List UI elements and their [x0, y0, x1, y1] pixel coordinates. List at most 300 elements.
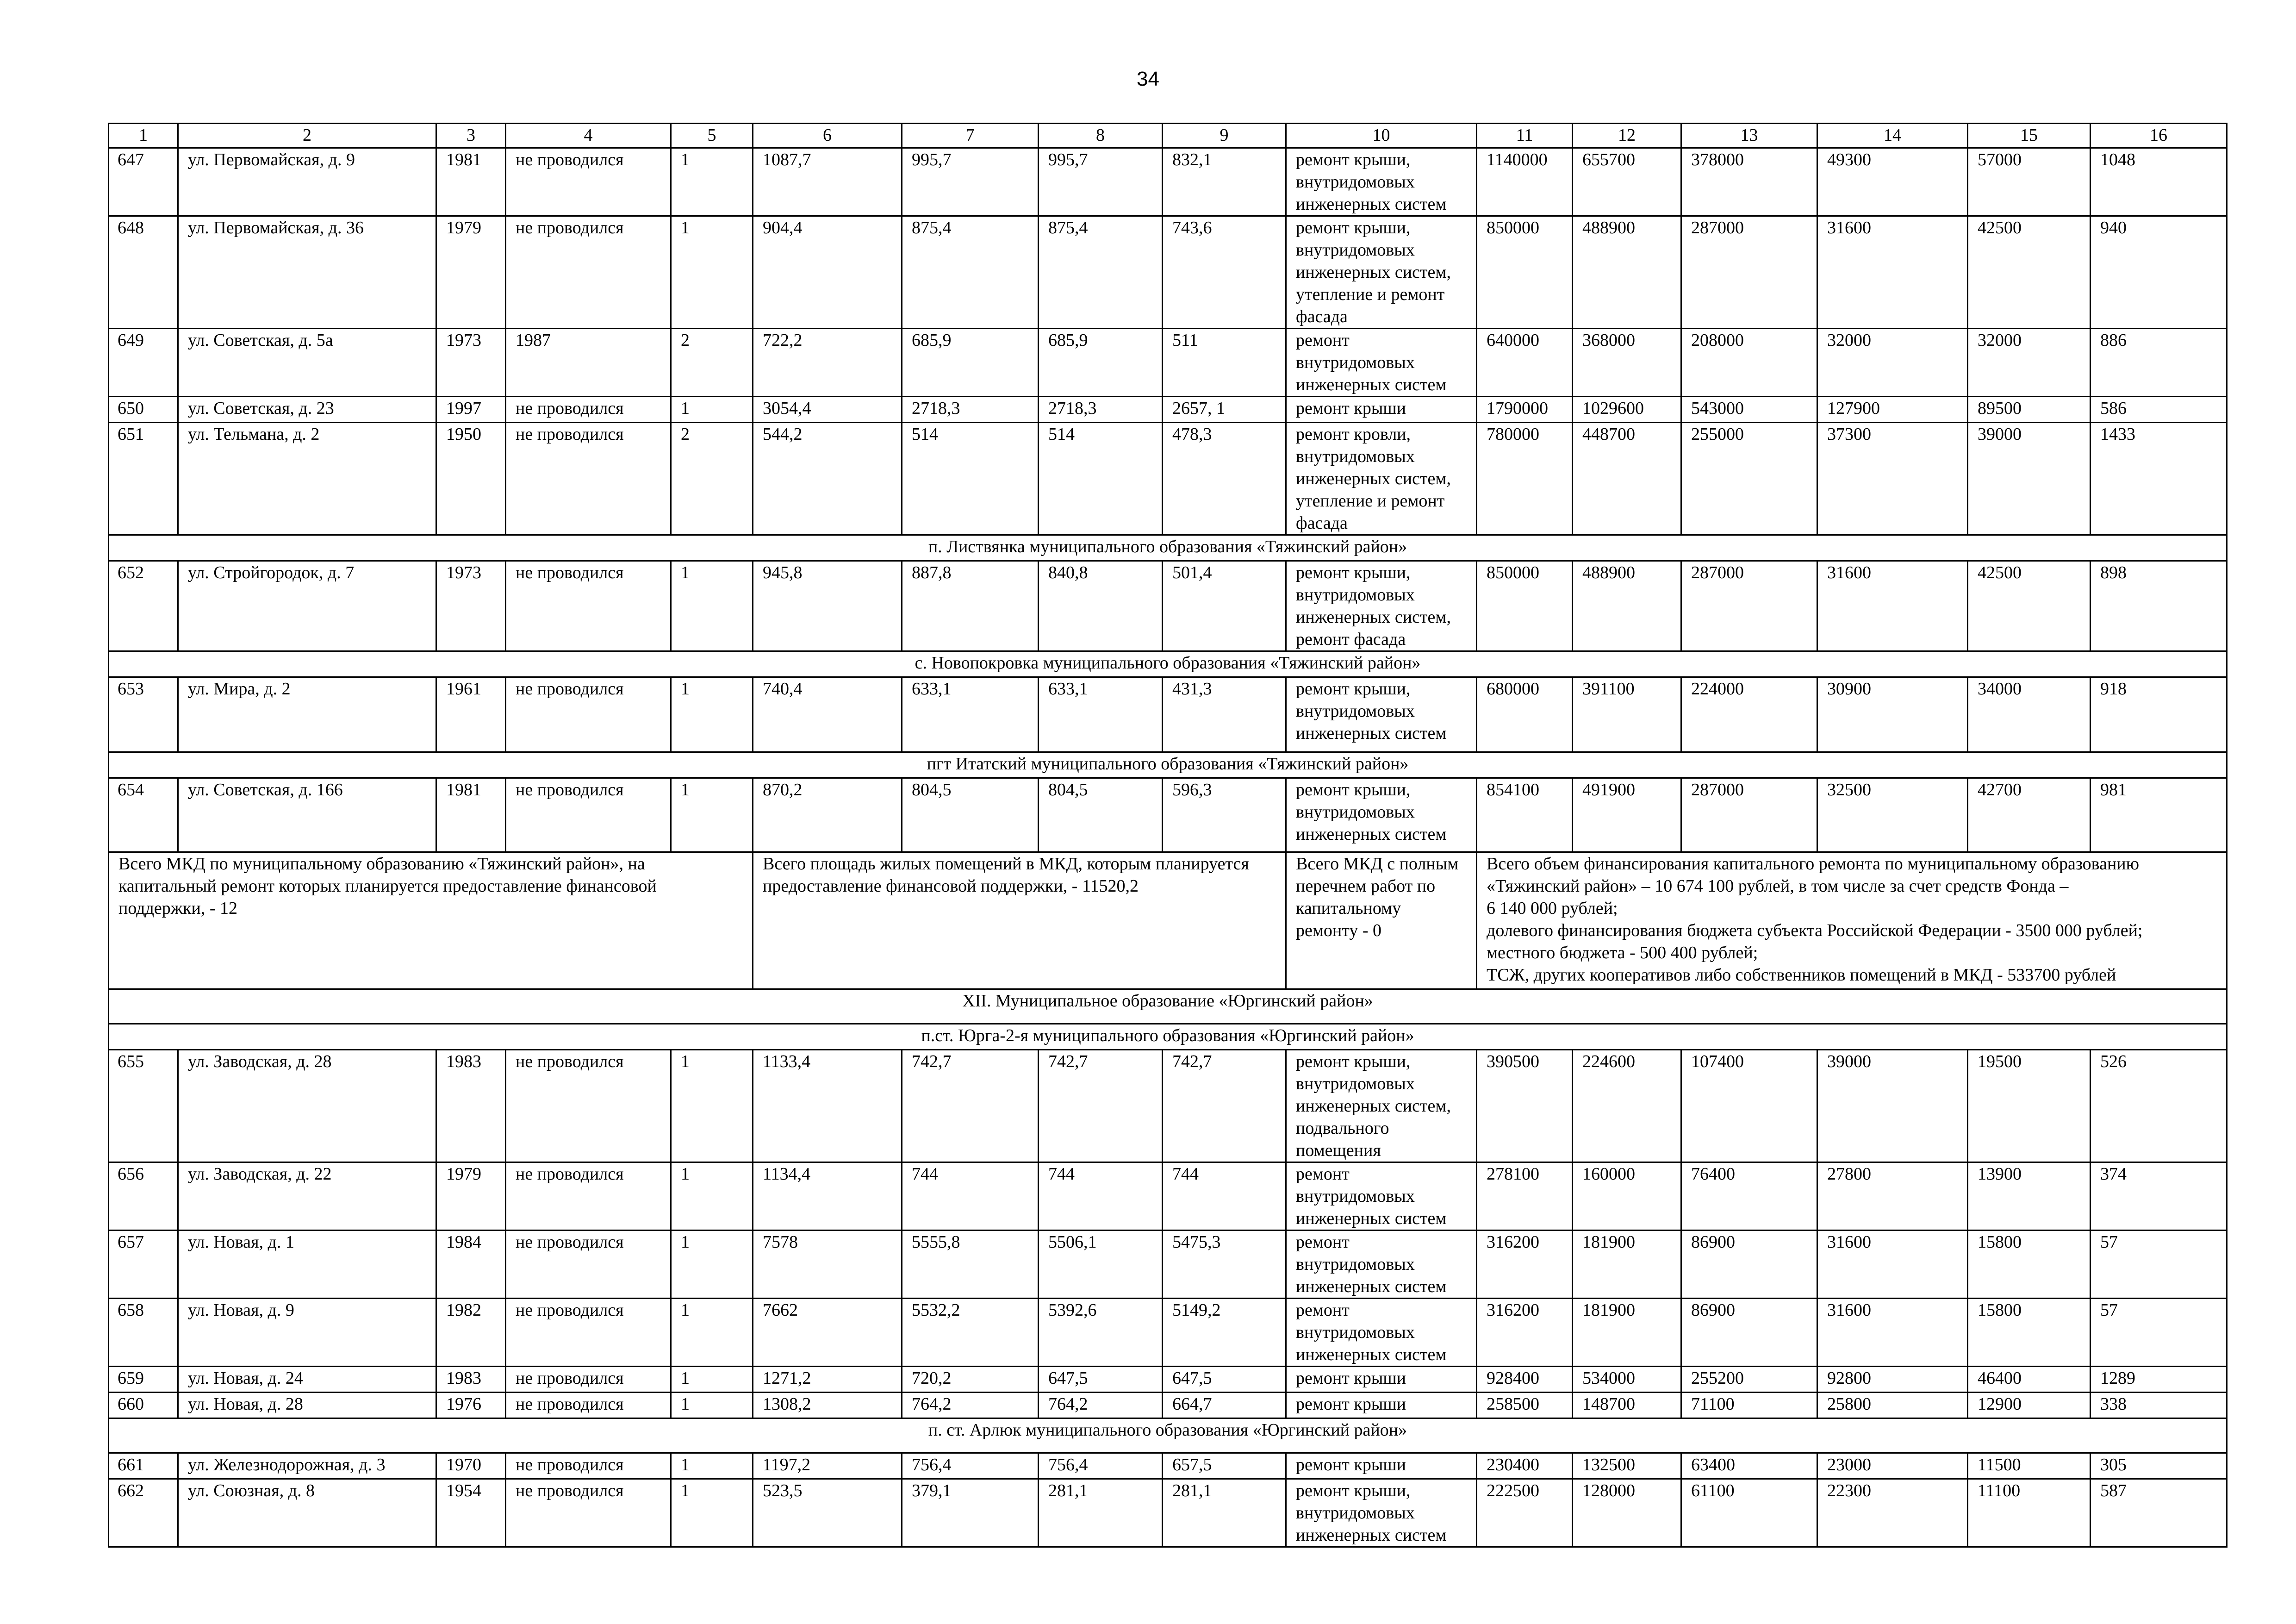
financing-line: ТСЖ, других кооперативов либо собственников помещений в МКД - 533700 рублей	[1487, 965, 2116, 985]
summary-total-mkd: Всего МКД по муниципальному образованию «Тяжинский район», на капитальный ремонт которых планируется предоставление финансовой поддержки, - 12	[109, 852, 753, 989]
row-number-cell: 662	[109, 1479, 178, 1547]
row-number-cell: 651	[109, 423, 178, 535]
column-number-cell: 14	[1817, 124, 1968, 148]
total-cost-cell: 278100	[1477, 1162, 1573, 1230]
living-area-cell: 744	[902, 1162, 1039, 1230]
column-number-cell: 8	[1039, 124, 1163, 148]
residents-area-cell: 511	[1163, 329, 1286, 397]
column-number-cell: 16	[2091, 124, 2227, 148]
capital-repair-table	[108, 123, 2228, 1548]
residents-area-cell: 832,1	[1163, 148, 1286, 216]
owners-cost-cell: 15800	[1968, 1230, 2091, 1299]
living-area-cell: 514	[902, 423, 1039, 535]
row-number-cell: 660	[109, 1393, 178, 1418]
owners-cost-cell: 19500	[1968, 1050, 2091, 1162]
last-repair-year-cell: 1987	[506, 329, 671, 397]
year-built-cell: 1961	[436, 677, 506, 752]
regional-cost-cell: 71100	[1681, 1393, 1817, 1418]
column-number-cell: 9	[1163, 124, 1286, 148]
financing-line: Всего объем финансирования капитального ремонта по муниципальному образованию «Тяжинский район» – 10 674 100 рублей, в том числе за счет средств Фонда –	[1487, 854, 2140, 896]
owners-cost-cell: 42500	[1968, 561, 2091, 651]
total-area-cell: 722,2	[753, 329, 902, 397]
table-row	[109, 1479, 2227, 1547]
repair-types-cell: ремонт крыши, внутридомовых инженерных систем, подвального помещения	[1286, 1050, 1477, 1162]
summary-row	[109, 852, 2227, 989]
row-number-cell: 653	[109, 677, 178, 752]
owners-cost-cell: 13900	[1968, 1162, 2091, 1230]
regional-cost-cell: 255000	[1681, 423, 1817, 535]
living-area-cell: 804,5	[902, 778, 1039, 852]
regional-cost-cell: 255200	[1681, 1367, 1817, 1393]
financing-line: 6 140 000 рублей;	[1487, 899, 1618, 918]
floors-cell: 1	[671, 1453, 753, 1479]
last-repair-year-cell: не проводился	[506, 1162, 671, 1230]
fund-cost-cell: 181900	[1573, 1299, 1681, 1367]
regional-cost-cell: 287000	[1681, 561, 1817, 651]
owned-area-cell: 995,7	[1039, 148, 1163, 216]
specific-cost-cell: 918	[2091, 677, 2227, 752]
owners-cost-cell: 12900	[1968, 1393, 2091, 1418]
owners-cost-cell: 42500	[1968, 216, 2091, 329]
owned-area-cell: 281,1	[1039, 1479, 1163, 1547]
fund-cost-cell: 488900	[1573, 216, 1681, 329]
fund-cost-cell: 132500	[1573, 1453, 1681, 1479]
living-area-cell: 633,1	[902, 677, 1039, 752]
regional-cost-cell: 208000	[1681, 329, 1817, 397]
total-area-cell: 1197,2	[753, 1453, 902, 1479]
floors-cell: 1	[671, 1162, 753, 1230]
repair-types-cell: ремонт внутридомовых инженерных систем	[1286, 1162, 1477, 1230]
living-area-cell: 5555,8	[902, 1230, 1039, 1299]
address-cell: ул. Первомайская, д. 9	[178, 148, 436, 216]
repair-types-cell: ремонт крыши	[1286, 397, 1477, 423]
fund-cost-cell: 181900	[1573, 1230, 1681, 1299]
residents-area-cell: 431,3	[1163, 677, 1286, 752]
section-heading: пгт Итатский муниципального образования «Тяжинский район»	[109, 752, 2227, 778]
specific-cost-cell: 981	[2091, 778, 2227, 852]
owned-area-cell: 5392,6	[1039, 1299, 1163, 1367]
year-built-cell: 1984	[436, 1230, 506, 1299]
fund-cost-cell: 148700	[1573, 1393, 1681, 1418]
section-heading: с. Новопокровка муниципального образования «Тяжинский район»	[109, 651, 2227, 677]
year-built-cell: 1979	[436, 216, 506, 329]
year-built-cell: 1954	[436, 1479, 506, 1547]
row-number-cell: 650	[109, 397, 178, 423]
repair-types-cell: ремонт крыши	[1286, 1453, 1477, 1479]
living-area-cell: 875,4	[902, 216, 1039, 329]
last-repair-year-cell: не проводился	[506, 1367, 671, 1393]
column-number-cell: 13	[1681, 124, 1817, 148]
regional-cost-cell: 287000	[1681, 778, 1817, 852]
address-cell: ул. Заводская, д. 22	[178, 1162, 436, 1230]
regional-cost-cell: 86900	[1681, 1299, 1817, 1367]
specific-cost-cell: 57	[2091, 1299, 2227, 1367]
repair-types-cell: ремонт крыши, внутридомовых инженерных систем	[1286, 148, 1477, 216]
row-number-cell: 659	[109, 1367, 178, 1393]
total-area-cell: 7578	[753, 1230, 902, 1299]
residents-area-cell: 647,5	[1163, 1367, 1286, 1393]
summary-financing	[1477, 852, 2227, 989]
owners-cost-cell: 39000	[1968, 423, 2091, 535]
section-heading-row	[109, 1024, 2227, 1050]
year-built-cell: 1982	[436, 1299, 506, 1367]
local-cost-cell: 32000	[1817, 329, 1968, 397]
specific-cost-cell: 587	[2091, 1479, 2227, 1547]
repair-types-cell: ремонт кровли, внутридомовых инженерных систем, утепление и ремонт фасада	[1286, 423, 1477, 535]
specific-cost-cell: 586	[2091, 397, 2227, 423]
year-built-cell: 1981	[436, 778, 506, 852]
specific-cost-cell: 886	[2091, 329, 2227, 397]
repair-types-cell: ремонт крыши, внутридомовых инженерных систем	[1286, 1479, 1477, 1547]
owners-cost-cell: 57000	[1968, 148, 2091, 216]
total-area-cell: 904,4	[753, 216, 902, 329]
total-cost-cell: 780000	[1477, 423, 1573, 535]
local-cost-cell: 30900	[1817, 677, 1968, 752]
residents-area-cell: 501,4	[1163, 561, 1286, 651]
year-built-cell: 1970	[436, 1453, 506, 1479]
local-cost-cell: 37300	[1817, 423, 1968, 535]
residents-area-cell: 596,3	[1163, 778, 1286, 852]
fund-cost-cell: 1029600	[1573, 397, 1681, 423]
living-area-cell: 742,7	[902, 1050, 1039, 1162]
last-repair-year-cell: не проводился	[506, 1050, 671, 1162]
year-built-cell: 1976	[436, 1393, 506, 1418]
total-cost-cell: 390500	[1477, 1050, 1573, 1162]
fund-cost-cell: 391100	[1573, 677, 1681, 752]
repair-types-cell: ремонт крыши, внутридомовых инженерных систем	[1286, 778, 1477, 852]
column-number-cell: 4	[506, 124, 671, 148]
fund-cost-cell: 655700	[1573, 148, 1681, 216]
specific-cost-cell: 1433	[2091, 423, 2227, 535]
fund-cost-cell: 128000	[1573, 1479, 1681, 1547]
living-area-cell: 5532,2	[902, 1299, 1039, 1367]
owned-area-cell: 756,4	[1039, 1453, 1163, 1479]
repair-types-cell: ремонт внутридомовых инженерных систем	[1286, 1230, 1477, 1299]
local-cost-cell: 31600	[1817, 1299, 1968, 1367]
last-repair-year-cell: не проводился	[506, 216, 671, 329]
fund-cost-cell: 534000	[1573, 1367, 1681, 1393]
residents-area-cell: 2657, 1	[1163, 397, 1286, 423]
last-repair-year-cell: не проводился	[506, 1299, 671, 1367]
living-area-cell: 2718,3	[902, 397, 1039, 423]
total-cost-cell: 1140000	[1477, 148, 1573, 216]
local-cost-cell: 32500	[1817, 778, 1968, 852]
owners-cost-cell: 11100	[1968, 1479, 2091, 1547]
total-cost-cell: 850000	[1477, 216, 1573, 329]
row-number-cell: 661	[109, 1453, 178, 1479]
floors-cell: 1	[671, 216, 753, 329]
total-area-cell: 1087,7	[753, 148, 902, 216]
last-repair-year-cell: не проводился	[506, 1479, 671, 1547]
regional-cost-cell: 61100	[1681, 1479, 1817, 1547]
section-heading-row	[109, 651, 2227, 677]
address-cell: ул. Новая, д. 9	[178, 1299, 436, 1367]
floors-cell: 1	[671, 1367, 753, 1393]
section-heading: п. ст. Арлюк муниципального образования «Юргинский район»	[109, 1418, 2227, 1453]
year-built-cell: 1950	[436, 423, 506, 535]
owned-area-cell: 764,2	[1039, 1393, 1163, 1418]
row-number-cell: 656	[109, 1162, 178, 1230]
floors-cell: 1	[671, 677, 753, 752]
regional-cost-cell: 63400	[1681, 1453, 1817, 1479]
section-heading-row	[109, 1418, 2227, 1453]
total-cost-cell: 680000	[1477, 677, 1573, 752]
row-number-cell: 647	[109, 148, 178, 216]
summary-full-list: Всего МКД с полным перечнем работ по капитальному ремонту - 0	[1286, 852, 1477, 989]
column-number-cell: 2	[178, 124, 436, 148]
local-cost-cell: 31600	[1817, 561, 1968, 651]
address-cell: ул. Тельмана, д. 2	[178, 423, 436, 535]
total-cost-cell: 1790000	[1477, 397, 1573, 423]
living-area-cell: 756,4	[902, 1453, 1039, 1479]
column-number-cell: 3	[436, 124, 506, 148]
table-row	[109, 677, 2227, 752]
address-cell: ул. Первомайская, д. 36	[178, 216, 436, 329]
specific-cost-cell: 898	[2091, 561, 2227, 651]
total-cost-cell: 850000	[1477, 561, 1573, 651]
specific-cost-cell: 1289	[2091, 1367, 2227, 1393]
table-row	[109, 778, 2227, 852]
total-cost-cell: 258500	[1477, 1393, 1573, 1418]
local-cost-cell: 22300	[1817, 1479, 1968, 1547]
floors-cell: 1	[671, 561, 753, 651]
regional-cost-cell: 378000	[1681, 148, 1817, 216]
floors-cell: 1	[671, 1050, 753, 1162]
table-row	[109, 561, 2227, 651]
specific-cost-cell: 57	[2091, 1230, 2227, 1299]
residents-area-cell: 743,6	[1163, 216, 1286, 329]
owners-cost-cell: 42700	[1968, 778, 2091, 852]
table-row	[109, 1299, 2227, 1367]
address-cell: ул. Новая, д. 24	[178, 1367, 436, 1393]
regional-cost-cell: 287000	[1681, 216, 1817, 329]
local-cost-cell: 25800	[1817, 1393, 1968, 1418]
repair-types-cell: ремонт крыши	[1286, 1367, 1477, 1393]
owned-area-cell: 647,5	[1039, 1367, 1163, 1393]
column-number-cell: 11	[1477, 124, 1573, 148]
owned-area-cell: 742,7	[1039, 1050, 1163, 1162]
owned-area-cell: 840,8	[1039, 561, 1163, 651]
owned-area-cell: 2718,3	[1039, 397, 1163, 423]
last-repair-year-cell: не проводился	[506, 677, 671, 752]
floors-cell: 1	[671, 778, 753, 852]
address-cell: ул. Союзная, д. 8	[178, 1479, 436, 1547]
total-area-cell: 7662	[753, 1299, 902, 1367]
total-area-cell: 740,4	[753, 677, 902, 752]
residents-area-cell: 744	[1163, 1162, 1286, 1230]
floors-cell: 1	[671, 1299, 753, 1367]
fund-cost-cell: 488900	[1573, 561, 1681, 651]
regional-cost-cell: 86900	[1681, 1230, 1817, 1299]
last-repair-year-cell: не проводился	[506, 148, 671, 216]
residents-area-cell: 281,1	[1163, 1479, 1286, 1547]
table-row	[109, 423, 2227, 535]
column-number-row	[109, 124, 2227, 148]
section-heading-row	[109, 989, 2227, 1024]
year-built-cell: 1983	[436, 1050, 506, 1162]
address-cell: ул. Железнодорожная, д. 3	[178, 1453, 436, 1479]
table-row	[109, 1162, 2227, 1230]
year-built-cell: 1973	[436, 329, 506, 397]
row-number-cell: 655	[109, 1050, 178, 1162]
regional-cost-cell: 543000	[1681, 397, 1817, 423]
residents-area-cell: 5475,3	[1163, 1230, 1286, 1299]
column-number-cell: 6	[753, 124, 902, 148]
last-repair-year-cell: не проводился	[506, 423, 671, 535]
floors-cell: 1	[671, 397, 753, 423]
living-area-cell: 720,2	[902, 1367, 1039, 1393]
floors-cell: 2	[671, 329, 753, 397]
owned-area-cell: 5506,1	[1039, 1230, 1163, 1299]
owned-area-cell: 514	[1039, 423, 1163, 535]
row-number-cell: 654	[109, 778, 178, 852]
specific-cost-cell: 940	[2091, 216, 2227, 329]
local-cost-cell: 23000	[1817, 1453, 1968, 1479]
repair-types-cell: ремонт крыши	[1286, 1393, 1477, 1418]
summary-total-area: Всего площадь жилых помещений в МКД, которым планируется предоставление финансовой поддержки, - 11520,2	[753, 852, 1286, 989]
column-number-cell: 1	[109, 124, 178, 148]
specific-cost-cell: 374	[2091, 1162, 2227, 1230]
floors-cell: 1	[671, 148, 753, 216]
last-repair-year-cell: не проводился	[506, 778, 671, 852]
total-cost-cell: 854100	[1477, 778, 1573, 852]
owners-cost-cell: 11500	[1968, 1453, 2091, 1479]
section-heading-row	[109, 752, 2227, 778]
total-area-cell: 1134,4	[753, 1162, 902, 1230]
table-row	[109, 1393, 2227, 1418]
specific-cost-cell: 526	[2091, 1050, 2227, 1162]
floors-cell: 1	[671, 1479, 753, 1547]
column-number-cell: 15	[1968, 124, 2091, 148]
table-row	[109, 1453, 2227, 1479]
repair-types-cell: ремонт крыши, внутридомовых инженерных систем, утепление и ремонт фасада	[1286, 216, 1477, 329]
floors-cell: 1	[671, 1230, 753, 1299]
section-heading-row	[109, 535, 2227, 561]
owned-area-cell: 744	[1039, 1162, 1163, 1230]
owned-area-cell: 685,9	[1039, 329, 1163, 397]
residents-area-cell: 478,3	[1163, 423, 1286, 535]
column-number-cell: 7	[902, 124, 1039, 148]
total-cost-cell: 316200	[1477, 1299, 1573, 1367]
fund-cost-cell: 448700	[1573, 423, 1681, 535]
total-area-cell: 1271,2	[753, 1367, 902, 1393]
owned-area-cell: 804,5	[1039, 778, 1163, 852]
owners-cost-cell: 89500	[1968, 397, 2091, 423]
table-row	[109, 216, 2227, 329]
total-area-cell: 3054,4	[753, 397, 902, 423]
owned-area-cell: 633,1	[1039, 677, 1163, 752]
owners-cost-cell: 32000	[1968, 329, 2091, 397]
total-area-cell: 870,2	[753, 778, 902, 852]
last-repair-year-cell: не проводился	[506, 1453, 671, 1479]
section-heading: п. Листвянка муниципального образования «Тяжинский район»	[109, 535, 2227, 561]
table-row	[109, 1050, 2227, 1162]
section-heading: п.ст. Юрга-2-я муниципального образования «Юргинский район»	[109, 1024, 2227, 1050]
address-cell: ул. Новая, д. 1	[178, 1230, 436, 1299]
total-area-cell: 945,8	[753, 561, 902, 651]
row-number-cell: 658	[109, 1299, 178, 1367]
row-number-cell: 649	[109, 329, 178, 397]
fund-cost-cell: 224600	[1573, 1050, 1681, 1162]
last-repair-year-cell: не проводился	[506, 1230, 671, 1299]
local-cost-cell: 31600	[1817, 216, 1968, 329]
local-cost-cell: 49300	[1817, 148, 1968, 216]
year-built-cell: 1981	[436, 148, 506, 216]
table-row	[109, 397, 2227, 423]
table-row	[109, 148, 2227, 216]
total-cost-cell: 230400	[1477, 1453, 1573, 1479]
total-cost-cell: 316200	[1477, 1230, 1573, 1299]
owned-area-cell: 875,4	[1039, 216, 1163, 329]
regional-cost-cell: 224000	[1681, 677, 1817, 752]
fund-cost-cell: 368000	[1573, 329, 1681, 397]
financing-line: долевого финансирования бюджета субъекта Российской Федерации - 3500 000 рублей;	[1487, 921, 2143, 940]
living-area-cell: 379,1	[902, 1479, 1039, 1547]
floors-cell: 1	[671, 1393, 753, 1418]
local-cost-cell: 27800	[1817, 1162, 1968, 1230]
year-built-cell: 1973	[436, 561, 506, 651]
residents-area-cell: 664,7	[1163, 1393, 1286, 1418]
address-cell: ул. Новая, д. 28	[178, 1393, 436, 1418]
table-row	[109, 1367, 2227, 1393]
regional-cost-cell: 76400	[1681, 1162, 1817, 1230]
page-number: 34	[1137, 68, 1159, 90]
address-cell: ул. Заводская, д. 28	[178, 1050, 436, 1162]
financing-line: местного бюджета - 500 400 рублей;	[1487, 943, 1758, 962]
floors-cell: 2	[671, 423, 753, 535]
year-built-cell: 1997	[436, 397, 506, 423]
row-number-cell: 648	[109, 216, 178, 329]
last-repair-year-cell: не проводился	[506, 397, 671, 423]
local-cost-cell: 127900	[1817, 397, 1968, 423]
row-number-cell: 657	[109, 1230, 178, 1299]
living-area-cell: 764,2	[902, 1393, 1039, 1418]
regional-cost-cell: 107400	[1681, 1050, 1817, 1162]
local-cost-cell: 92800	[1817, 1367, 1968, 1393]
repair-types-cell: ремонт крыши, внутридомовых инженерных систем	[1286, 677, 1477, 752]
total-area-cell: 1308,2	[753, 1393, 902, 1418]
residents-area-cell: 657,5	[1163, 1453, 1286, 1479]
local-cost-cell: 39000	[1817, 1050, 1968, 1162]
address-cell: ул. Стройгородок, д. 7	[178, 561, 436, 651]
specific-cost-cell: 338	[2091, 1393, 2227, 1418]
address-cell: ул. Советская, д. 166	[178, 778, 436, 852]
table-row	[109, 1230, 2227, 1299]
repair-types-cell: ремонт крыши, внутридомовых инженерных систем, ремонт фасада	[1286, 561, 1477, 651]
living-area-cell: 685,9	[902, 329, 1039, 397]
total-area-cell: 523,5	[753, 1479, 902, 1547]
table-row	[109, 329, 2227, 397]
living-area-cell: 887,8	[902, 561, 1039, 651]
last-repair-year-cell: не проводился	[506, 1393, 671, 1418]
fund-cost-cell: 160000	[1573, 1162, 1681, 1230]
address-cell: ул. Советская, д. 23	[178, 397, 436, 423]
owners-cost-cell: 46400	[1968, 1367, 2091, 1393]
fund-cost-cell: 491900	[1573, 778, 1681, 852]
residents-area-cell: 742,7	[1163, 1050, 1286, 1162]
total-cost-cell: 640000	[1477, 329, 1573, 397]
owners-cost-cell: 15800	[1968, 1299, 2091, 1367]
column-number-cell: 5	[671, 124, 753, 148]
address-cell: ул. Мира, д. 2	[178, 677, 436, 752]
owners-cost-cell: 34000	[1968, 677, 2091, 752]
year-built-cell: 1979	[436, 1162, 506, 1230]
local-cost-cell: 31600	[1817, 1230, 1968, 1299]
repair-types-cell: ремонт внутридомовых инженерных систем	[1286, 1299, 1477, 1367]
total-area-cell: 544,2	[753, 423, 902, 535]
total-area-cell: 1133,4	[753, 1050, 902, 1162]
column-number-cell: 10	[1286, 124, 1477, 148]
